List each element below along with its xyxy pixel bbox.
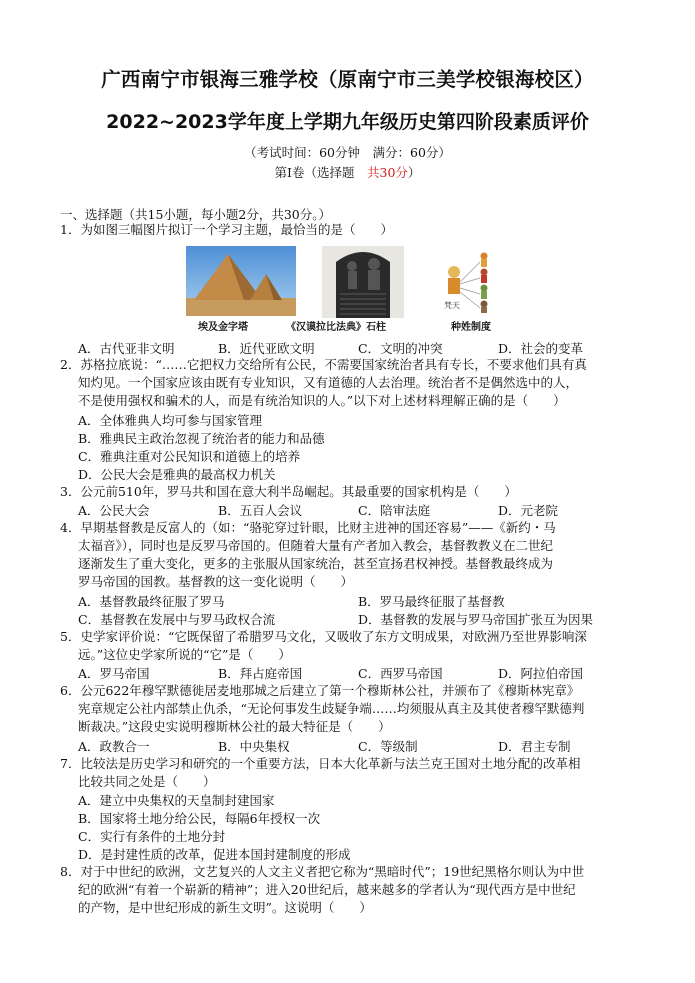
stem-line: 不是使用强权和骗术的人，而是有统治知识的人。”以下对上述材料理解正确的是（ ）	[78, 393, 566, 408]
option[interactable]: D．公民大会是雅典的最高权力机关	[78, 467, 276, 482]
stem-line: 纪的欧洲“有着一个崭新的精神”；进入20世纪后，越来越多的学者认为“现代西方是中世纪	[78, 882, 576, 897]
question-1-options	[78, 339, 638, 357]
question-1-stem: 1．为如图三幅图片拟订一个学习主题，最恰当的是（ ）	[60, 222, 393, 237]
school-title: 广西南宁市银海三雅学校（原南宁市三美学校银海校区）	[101, 68, 594, 91]
option[interactable]: C．等级制	[358, 739, 418, 754]
option[interactable]: A．政教合一	[78, 739, 150, 754]
option[interactable]: B．近代亚欧文明	[218, 341, 315, 356]
stele-image	[322, 246, 404, 318]
stem-line: 4．早期基督教是反富人的（如：“骆驼穿过针眼，比财主进神的国还容易”——《新约・马	[60, 520, 556, 535]
volume-close: ）	[407, 165, 421, 180]
pyramid-image	[186, 246, 296, 316]
question-3-options	[78, 501, 638, 519]
option[interactable]: B．中央集权	[218, 739, 290, 754]
option[interactable]: A．全体雅典人均可参与国家管理	[78, 413, 263, 428]
stem-line: 8．对于中世纪的欧洲，文艺复兴的人文主义者把它称为“黑暗时代”；19世纪黑格尔则认为中世	[60, 864, 585, 879]
volume-label	[0, 163, 695, 181]
stem-line: 比较共同之处是（ ）	[78, 774, 216, 789]
option[interactable]: C．基督教在发展中与罗马政权合流	[78, 612, 276, 627]
question-5-options	[78, 664, 638, 682]
option[interactable]: B．罗马最终征服了基督教	[358, 594, 505, 609]
question-4-options-row2	[78, 610, 638, 628]
stem-line: 太福音》），同时也是反罗马帝国的。但随着大量有产者加入教会，基督教教义在二世纪	[78, 538, 554, 553]
stem-line: 的产物，是中世纪形成的新生文明”。这说明（ ）	[78, 900, 372, 915]
caste-figure-label: 梵天	[444, 301, 460, 310]
question-8-stem	[60, 863, 645, 917]
stem-line: 远。”这位史学家所说的“它”是（ ）	[78, 647, 291, 662]
stem-line: 2．苏格拉底说：“……它把权力交给所有公民，不需要国家统治者具有专长，不要求他们具有真	[60, 357, 587, 372]
exam-info: （考试时间：60分钟 满分：60分）	[244, 145, 451, 160]
option[interactable]: B．国家将土地分给公民，每隔6年授权一次	[78, 811, 321, 826]
option[interactable]: B．五百人会议	[218, 503, 303, 518]
option[interactable]: C．实行有条件的土地分封	[78, 829, 226, 844]
section-heading: 一、选择题（共15小题，每小题2分，共30分。）	[60, 207, 332, 222]
question-6-options	[78, 737, 638, 755]
option[interactable]: A．古代亚非文明	[78, 341, 175, 356]
option[interactable]: D．君主专制	[498, 739, 571, 754]
option[interactable]: B．雅典民主政治忽视了统治者的能力和品德	[78, 431, 325, 446]
option[interactable]: C．西罗马帝国	[358, 666, 443, 681]
option[interactable]: D．基督教的发展与罗马帝国扩张互为因果	[358, 612, 594, 627]
caption-pyramid: 埃及金字塔	[198, 322, 248, 333]
caption-caste: 种姓制度	[451, 322, 491, 333]
option[interactable]: A．基督教最终征服了罗马	[78, 594, 225, 609]
question-6-stem	[60, 682, 645, 736]
option[interactable]: D．阿拉伯帝国	[498, 666, 584, 681]
caste-image	[436, 248, 502, 314]
option[interactable]: A．罗马帝国	[78, 666, 150, 681]
option[interactable]: B．拜占庭帝国	[218, 666, 303, 681]
caption-stele: 《汉谟拉比法典》石柱	[286, 322, 386, 333]
exam-title: 2022~2023学年度上学期九年级历史第四阶段素质评价	[106, 111, 589, 133]
stem-line: 断裁决。”这段史实说明穆斯林公社的最大特征是（ ）	[78, 719, 391, 734]
option[interactable]: C．陪审法庭	[358, 503, 431, 518]
stem-line: 逐渐发生了重大变化，更多的主张服从国家统治，甚至宣扬君权神授。基督教最终成为	[78, 556, 554, 571]
option[interactable]: A．建立中央集权的天皇制封建国家	[78, 793, 275, 808]
stem-line: 6．公元622年穆罕默德徙居麦地那城之后建立了第一个穆斯林公社，并颁布了《穆斯林宪章》	[60, 683, 580, 698]
volume-label-text: 第Ⅰ卷（选择题	[274, 165, 355, 180]
question-1-figures	[186, 246, 516, 332]
stem-line: 罗马帝国的国教。基督教的这一变化说明（ ）	[78, 574, 354, 589]
question-5-stem	[60, 628, 645, 664]
option[interactable]: D．社会的变革	[498, 341, 584, 356]
stem-line: 知灼见。一个国家应该由既有专业知识，又有道德的人去治理。统治者不是偶然选中的人，	[78, 375, 579, 390]
question-2-stem	[60, 356, 645, 410]
question-3-stem: 3．公元前510年，罗马共和国在意大利半岛崛起。其最重要的国家机构是（ ）	[60, 484, 517, 499]
option[interactable]: C．雅典注重对公民知识和道德上的培养	[78, 449, 301, 464]
stem-line: 5．史学家评价说：“它既保留了希腊罗马文化，又吸收了东方文明成果，对欧洲乃至世界影响深	[60, 629, 587, 644]
question-4-options-row1	[78, 592, 638, 610]
question-7-stem	[60, 755, 645, 791]
stem-line: 宪章规定公社内部禁止仇杀，“无论何事发生歧疑争端……均须服从真主及其使者穆罕默德判	[78, 701, 585, 716]
option[interactable]: A．公民大会	[78, 503, 150, 518]
question-4-stem	[60, 519, 645, 591]
option[interactable]: D．是封建性质的改革，促进本国封建制度的形成	[78, 847, 351, 862]
stem-line: 7．比较法是历史学习和研究的一个重要方法，日本大化革新与法兰克王国对土地分配的改革相	[60, 756, 581, 771]
volume-score: 共30分	[367, 165, 408, 180]
option[interactable]: C．文明的冲突	[358, 341, 443, 356]
option[interactable]: D．元老院	[498, 503, 559, 518]
